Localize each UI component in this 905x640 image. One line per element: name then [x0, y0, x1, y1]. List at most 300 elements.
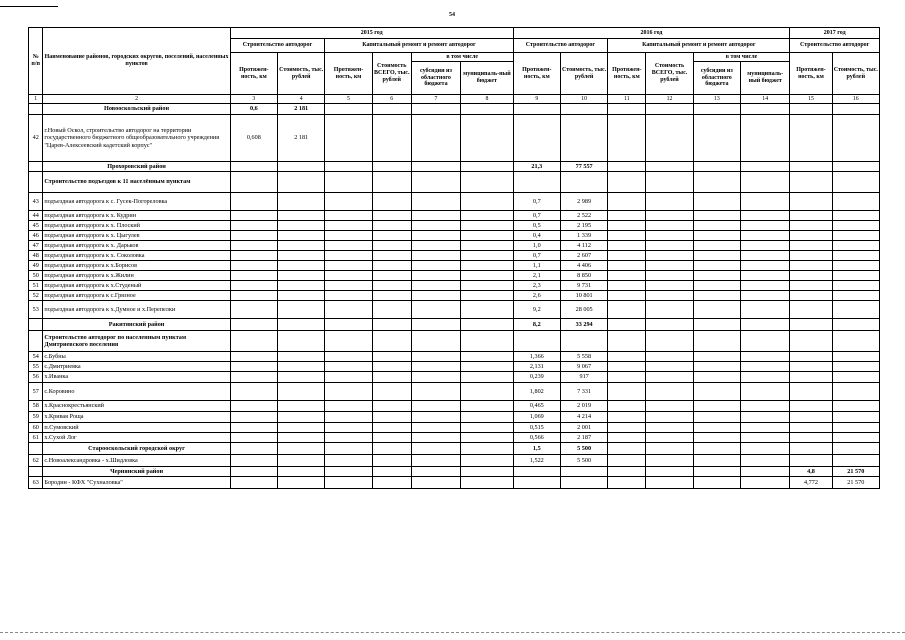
cell-2015-cost [278, 362, 325, 372]
cell-empty [646, 352, 693, 362]
cell-empty [693, 331, 740, 352]
cell-2017-cost [832, 104, 879, 115]
cell-2015-length [230, 372, 277, 383]
cell-empty [461, 362, 513, 372]
row-number: 59 [29, 412, 43, 423]
cell-2015-length [230, 251, 277, 261]
cell-empty [325, 172, 372, 193]
cell-2015-cost [278, 372, 325, 383]
cell-empty [411, 372, 460, 383]
cell-2016-length [513, 104, 560, 115]
table-row [29, 281, 880, 291]
cell-empty [741, 477, 790, 489]
cell-2015-length [230, 162, 277, 172]
cell-2016-length: 1,1 [513, 261, 560, 271]
cell-empty [411, 241, 460, 251]
cell-empty [608, 281, 646, 291]
cell-2015-cost [278, 172, 325, 193]
cell-empty [325, 211, 372, 221]
table-row [29, 477, 880, 489]
cell-empty [741, 104, 790, 115]
cell-2016-cost: 2 187 [560, 433, 607, 443]
cell-empty [461, 423, 513, 433]
cell-2016-length: 2,131 [513, 362, 560, 372]
cell-empty [461, 319, 513, 331]
cell-2016-length: 2,1 [513, 271, 560, 281]
cell-empty [608, 455, 646, 467]
cell-empty [608, 412, 646, 423]
cell-empty [411, 443, 460, 455]
cell-2015-length [230, 291, 277, 301]
cell-2015-length [230, 467, 277, 477]
road-construction-table [28, 27, 880, 489]
cell-2016-cost: 4 406 [560, 261, 607, 271]
cell-empty [608, 467, 646, 477]
table-row [29, 221, 880, 231]
cell-empty [741, 172, 790, 193]
cell-empty [411, 104, 460, 115]
cell-2017-length [790, 221, 832, 231]
row-name: Ракитянский район [43, 319, 230, 331]
table-row [29, 412, 880, 423]
cell-empty [608, 331, 646, 352]
cell-empty [646, 193, 693, 211]
cell-empty [411, 455, 460, 467]
row-name: Новооскольский район [43, 104, 230, 115]
cell-empty [646, 455, 693, 467]
row-name: подъездная автодорога к х.Борисов [43, 261, 230, 271]
cell-empty [461, 271, 513, 281]
column-number: 15 [790, 95, 832, 104]
cell-empty [325, 372, 372, 383]
cell-empty [693, 372, 740, 383]
cell-empty [325, 271, 372, 281]
cell-2016-length: 0,239 [513, 372, 560, 383]
cell-2016-length: 0,4 [513, 231, 560, 241]
cell-2017-cost [832, 261, 879, 271]
cell-empty [741, 412, 790, 423]
column-number: 2 [43, 95, 230, 104]
cell-2017-length [790, 423, 832, 433]
cell-empty [693, 443, 740, 455]
cell-2017-length [790, 301, 832, 319]
cell-2015-length [230, 455, 277, 467]
header-2015-cost: Стоимость, тыс. рублей [278, 53, 325, 95]
cell-2015-cost [278, 281, 325, 291]
column-number: 9 [513, 95, 560, 104]
cell-empty [741, 231, 790, 241]
cell-empty [325, 455, 372, 467]
cell-empty [325, 231, 372, 241]
cell-2016-length [513, 172, 560, 193]
cell-empty [372, 372, 411, 383]
table-row [29, 251, 880, 261]
row-number: 44 [29, 211, 43, 221]
header-2015-repair-length: Протяжен-ность, км [325, 53, 372, 95]
row-name: х.Краснокрестьянский [43, 401, 230, 412]
cell-empty [608, 291, 646, 301]
cell-2017-length [790, 251, 832, 261]
row-number: 55 [29, 362, 43, 372]
cell-empty [461, 401, 513, 412]
header-year-2017: 2017 год [790, 28, 880, 39]
cell-2016-cost: 4 112 [560, 241, 607, 251]
row-name: с.Дмитриевка [43, 362, 230, 372]
cell-empty [693, 193, 740, 211]
cell-2015-cost [278, 211, 325, 221]
cell-empty [325, 241, 372, 251]
cell-empty [646, 115, 693, 162]
cell-empty [411, 172, 460, 193]
table-row [29, 433, 880, 443]
cell-empty [372, 251, 411, 261]
cell-empty [372, 331, 411, 352]
cell-empty [608, 352, 646, 362]
cell-2015-cost [278, 352, 325, 362]
cell-2016-length: 0,7 [513, 251, 560, 261]
cell-empty [693, 115, 740, 162]
cell-empty [608, 301, 646, 319]
row-number: 61 [29, 433, 43, 443]
cell-2017-length [790, 104, 832, 115]
cell-empty [608, 271, 646, 281]
row-number [29, 331, 43, 352]
table-row [29, 241, 880, 251]
cell-2016-length: 2,3 [513, 281, 560, 291]
cell-2017-cost [832, 301, 879, 319]
cell-empty [461, 251, 513, 261]
cell-2016-cost [560, 104, 607, 115]
cell-2016-length: 1,069 [513, 412, 560, 423]
row-number: 63 [29, 477, 43, 489]
cell-2017-length [790, 291, 832, 301]
cell-empty [741, 372, 790, 383]
cell-2017-cost [832, 443, 879, 455]
cell-empty [741, 162, 790, 172]
cell-empty [461, 162, 513, 172]
cell-empty [325, 281, 372, 291]
cell-2017-cost [832, 412, 879, 423]
cell-2017-length: 4,772 [790, 477, 832, 489]
cell-2016-cost: 2 001 [560, 423, 607, 433]
cell-2016-length: 9,2 [513, 301, 560, 319]
cell-2016-cost: 2 607 [560, 251, 607, 261]
cell-empty [411, 433, 460, 443]
cell-empty [372, 115, 411, 162]
header-2016-including: в том числе [693, 53, 790, 62]
cell-empty [608, 433, 646, 443]
cell-empty [372, 301, 411, 319]
cell-empty [372, 352, 411, 362]
cell-empty [741, 433, 790, 443]
cell-2016-cost: 28 005 [560, 301, 607, 319]
cell-empty [411, 291, 460, 301]
row-number [29, 162, 43, 172]
cell-empty [461, 172, 513, 193]
cell-2017-cost [832, 231, 879, 241]
cell-2017-length [790, 401, 832, 412]
header-2015-subsidy: субсидии из областного бюджета [411, 62, 460, 95]
cell-empty [411, 331, 460, 352]
cell-2015-cost [278, 412, 325, 423]
row-number: 48 [29, 251, 43, 261]
cell-2015-cost: 2 181 [278, 115, 325, 162]
table-row [29, 301, 880, 319]
cell-2016-length: 0,515 [513, 423, 560, 433]
cell-2015-cost [278, 455, 325, 467]
cell-empty [372, 281, 411, 291]
cell-empty [646, 372, 693, 383]
cell-2017-cost [832, 383, 879, 401]
row-number [29, 172, 43, 193]
cell-2015-cost [278, 477, 325, 489]
header-2017-length: Протяжен-ность, км [790, 53, 832, 95]
row-number: 43 [29, 193, 43, 211]
cell-2016-cost [560, 331, 607, 352]
table-row [29, 352, 880, 362]
cell-empty [372, 261, 411, 271]
cell-2016-length: 1,0 [513, 241, 560, 251]
cell-2015-cost [278, 433, 325, 443]
row-number: 54 [29, 352, 43, 362]
cell-empty [461, 301, 513, 319]
cell-2017-length [790, 241, 832, 251]
header-no: № п/п [29, 28, 43, 95]
cell-2015-length [230, 301, 277, 319]
cell-empty [741, 352, 790, 362]
cell-2017-length [790, 231, 832, 241]
cell-empty [693, 221, 740, 231]
header-2015-municipal: муниципаль-ный бюджет [461, 62, 513, 95]
cell-2015-cost [278, 221, 325, 231]
cell-empty [693, 231, 740, 241]
cell-empty [608, 477, 646, 489]
cell-empty [461, 291, 513, 301]
cell-2015-length [230, 412, 277, 423]
cell-empty [461, 211, 513, 221]
cell-empty [693, 455, 740, 467]
cell-2016-length: 21,3 [513, 162, 560, 172]
cell-2017-length [790, 193, 832, 211]
cell-empty [741, 331, 790, 352]
cell-empty [693, 433, 740, 443]
cell-empty [461, 372, 513, 383]
table-row [29, 383, 880, 401]
column-number: 1 [29, 95, 43, 104]
column-number: 14 [741, 95, 790, 104]
cell-2017-length [790, 362, 832, 372]
cell-empty [646, 291, 693, 301]
cell-2015-length [230, 352, 277, 362]
cell-2016-cost: 9 731 [560, 281, 607, 291]
cell-2015-cost [278, 401, 325, 412]
cell-empty [372, 271, 411, 281]
row-name: подъездная автодорога к х.Думное и х.Перепелки [43, 301, 230, 319]
cell-empty [693, 467, 740, 477]
cell-2015-cost [278, 241, 325, 251]
cell-2015-cost: 2 181 [278, 104, 325, 115]
cell-empty [741, 467, 790, 477]
cell-2017-length [790, 352, 832, 362]
header-2016-repair-length: Протяжен-ность, км [608, 53, 646, 95]
cell-empty [461, 443, 513, 455]
cell-2016-cost: 2 989 [560, 193, 607, 211]
cell-empty [411, 401, 460, 412]
header-2015-length: Протяжен-ность, км [230, 53, 277, 95]
row-name: подъездная автодорога к х. Цыгулев [43, 231, 230, 241]
cell-empty [461, 104, 513, 115]
cell-empty [693, 291, 740, 301]
cell-2015-cost [278, 443, 325, 455]
cell-empty [693, 211, 740, 221]
cell-empty [693, 319, 740, 331]
cell-empty [372, 455, 411, 467]
row-name: подъездная автодорога к х. Соколовка [43, 251, 230, 261]
row-number: 56 [29, 372, 43, 383]
cell-empty [741, 401, 790, 412]
cell-2015-length [230, 193, 277, 211]
cell-empty [741, 423, 790, 433]
cell-empty [646, 211, 693, 221]
cell-empty [693, 261, 740, 271]
row-name: подъездная автодорога к х.Жилин [43, 271, 230, 281]
bottom-rule [0, 632, 905, 633]
cell-empty [372, 443, 411, 455]
row-name: х.Иванка [43, 372, 230, 383]
cell-empty [646, 331, 693, 352]
cell-empty [461, 331, 513, 352]
column-number: 4 [278, 95, 325, 104]
cell-empty [693, 251, 740, 261]
cell-2016-length [513, 477, 560, 489]
cell-2017-cost [832, 241, 879, 251]
column-number: 3 [230, 95, 277, 104]
header-2017-construction: Строительство автодорог [790, 39, 880, 53]
cell-empty [741, 115, 790, 162]
cell-2015-length [230, 211, 277, 221]
cell-empty [461, 477, 513, 489]
cell-empty [411, 423, 460, 433]
cell-empty [372, 467, 411, 477]
cell-empty [693, 383, 740, 401]
cell-2016-cost [560, 477, 607, 489]
cell-empty [608, 383, 646, 401]
cell-empty [741, 251, 790, 261]
cell-empty [325, 261, 372, 271]
cell-2016-cost: 5 500 [560, 443, 607, 455]
header-2015-including: в том числе [411, 53, 513, 62]
cell-empty [693, 271, 740, 281]
cell-empty [411, 477, 460, 489]
column-number: 5 [325, 95, 372, 104]
cell-empty [325, 477, 372, 489]
cell-2017-cost: 21 570 [832, 477, 879, 489]
cell-2017-cost [832, 193, 879, 211]
header-2016-repair-cost: Стоимость ВСЕГО, тыс. рублей [646, 53, 693, 95]
cell-empty [646, 231, 693, 241]
column-number: 6 [372, 95, 411, 104]
cell-2015-length [230, 271, 277, 281]
cell-empty [608, 231, 646, 241]
cell-2015-length [230, 221, 277, 231]
cell-empty [325, 383, 372, 401]
cell-2017-cost [832, 455, 879, 467]
table-row [29, 372, 880, 383]
cell-empty [608, 251, 646, 261]
cell-empty [372, 162, 411, 172]
cell-empty [461, 221, 513, 231]
cell-2017-cost [832, 172, 879, 193]
cell-empty [693, 104, 740, 115]
cell-2017-cost [832, 251, 879, 261]
cell-empty [608, 319, 646, 331]
cell-empty [646, 162, 693, 172]
cell-empty [411, 412, 460, 423]
cell-2017-length [790, 162, 832, 172]
cell-empty [693, 241, 740, 251]
header-name: Наименование районов, городских округов, поселений, населенных пунктов [43, 28, 230, 95]
cell-2016-cost: 2 522 [560, 211, 607, 221]
cell-empty [741, 193, 790, 211]
cell-empty [411, 261, 460, 271]
cell-2015-length [230, 281, 277, 291]
cell-empty [372, 362, 411, 372]
header-2016-municipal: муниципаль-ный бюджет [741, 62, 790, 95]
cell-2016-cost: 10 801 [560, 291, 607, 301]
cell-empty [461, 261, 513, 271]
cell-empty [608, 443, 646, 455]
cell-empty [372, 193, 411, 211]
district-row [29, 104, 880, 115]
cell-2015-cost [278, 291, 325, 301]
cell-empty [741, 383, 790, 401]
row-number: 49 [29, 261, 43, 271]
cell-empty [693, 362, 740, 372]
cell-empty [693, 301, 740, 319]
cell-2016-length: 0,7 [513, 193, 560, 211]
row-name: подъездная автодорога к х. Плоский [43, 221, 230, 231]
header-year-2016: 2016 год [513, 28, 790, 39]
cell-empty [693, 352, 740, 362]
cell-2015-length [230, 261, 277, 271]
table-row [29, 362, 880, 372]
cell-2017-cost [832, 221, 879, 231]
cell-empty [646, 412, 693, 423]
row-number: 53 [29, 301, 43, 319]
cell-2016-length: 0,5 [513, 221, 560, 231]
cell-empty [411, 251, 460, 261]
cell-empty [372, 104, 411, 115]
cell-2017-length [790, 172, 832, 193]
row-name: подъездная автодорога к х. Кудрин [43, 211, 230, 221]
row-number [29, 319, 43, 331]
cell-2015-cost [278, 467, 325, 477]
row-name: Строительство подъездов к 11 населённым пунктам [43, 172, 230, 193]
cell-empty [646, 281, 693, 291]
row-number: 52 [29, 291, 43, 301]
cell-2015-cost [278, 383, 325, 401]
row-name: с.Новоалександровка - х.Шидловка [43, 455, 230, 467]
row-number [29, 443, 43, 455]
cell-empty [608, 362, 646, 372]
cell-2016-length: 0,465 [513, 401, 560, 412]
cell-empty [411, 362, 460, 372]
cell-2017-cost [832, 372, 879, 383]
cell-empty [372, 383, 411, 401]
cell-2015-length [230, 423, 277, 433]
cell-2016-cost: 33 294 [560, 319, 607, 331]
cell-empty [372, 231, 411, 241]
